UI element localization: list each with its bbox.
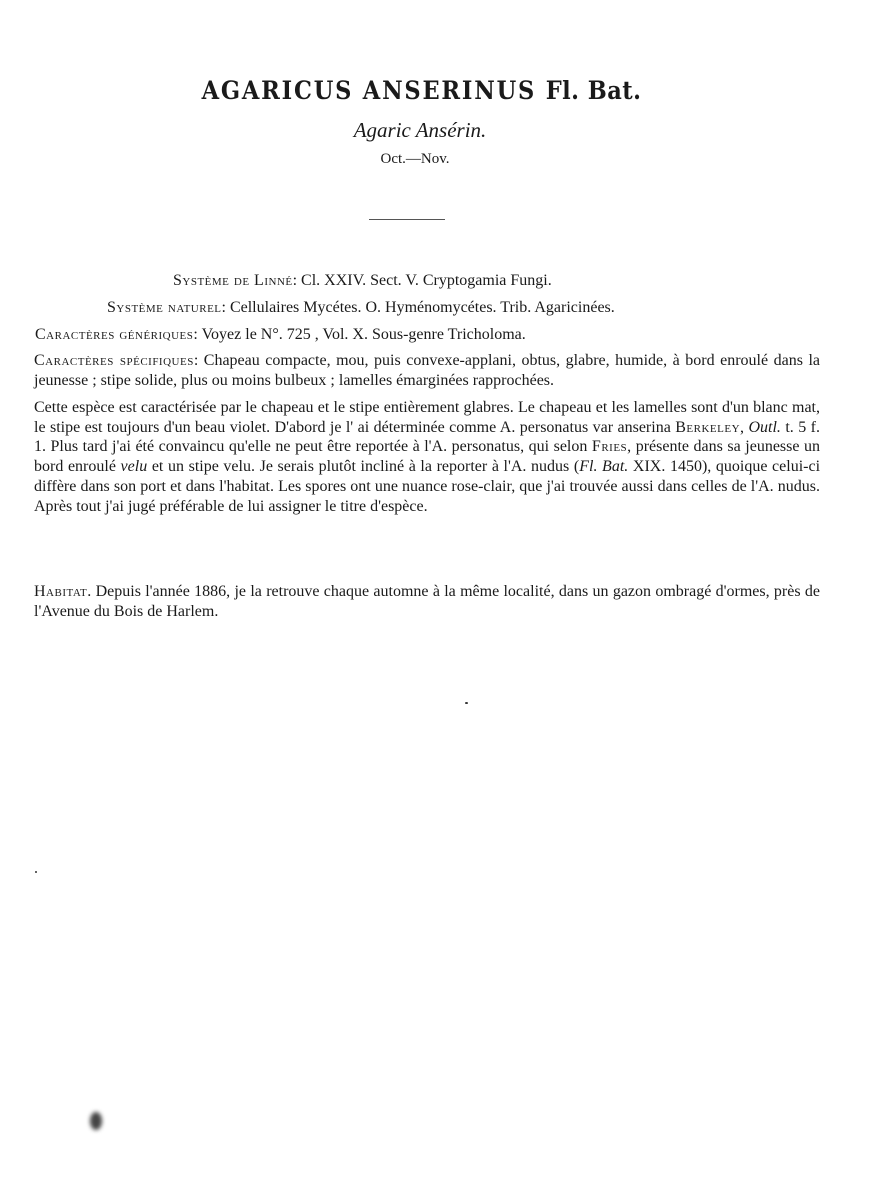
generiques-label: Caractères génériques [35,326,194,343]
description-text-4: , présente dans sa jeunesse un bord enroulé [34,438,821,476]
naturel-line [107,298,615,318]
description-text-6: XIX. 1450), quoique celui-ci diffère dans son port et dans l'habitat. Les spores ont une nuance rose-clair, que j'ai trouvée aussi dans celles de l'A. nudus. Après tout j'ai jugé préférable de lui assigner le titre d'espèce. [34,458,821,515]
author-berkeley: Berkeley [675,418,741,436]
description-paragraph [34,398,820,516]
naturel-label: Système naturel [107,299,222,316]
linne-label: Système de Linné [173,272,293,289]
divider-rule [369,219,445,220]
title-abbrev: Fl. Bat. [545,76,642,105]
paper-speck [35,871,37,873]
habitat-text: . Depuis l'année 1886, je la retrouve chaque automne à la même localité, dans un gazon ombragé d'ormes, près de l'Avenue du Bois de Harlem. [34,583,820,620]
naturel-value: : Cellulaires Mycétes. O. Hyménomycétes. Trib. Agaricinées. [221,299,615,316]
common-name: Agaric Ansérin. [353,118,487,142]
ref-outl: Outl. [748,418,781,436]
generiques-line [35,325,526,345]
paper-speck [465,702,468,704]
description-text-3: t. 5 f. 1. Plus tard j'ai été convaincu qu'elle ne peut être reportée à l'A. personatus, qui selon [34,418,820,456]
linne-value: : Cl. XXIV. Sect. V. Cryptogamia Fungi. [292,272,552,289]
title-species: AGARICUS ANSERINUS [201,76,537,105]
habitat-label: Habitat [34,583,88,600]
description-text-1: Cette espèce est caractérisée par le chapeau et le stipe entièrement glabres. Le chapeau et les lamelles sont d'un blanc mat, le stipe est toujours d'un beau violet. D'abord je l' ai déterminée comme A. personatus var anserina [34,399,820,436]
specifiques-text: : Chapeau compacte, mou, puis convexe-applani, obtus, glabre, humide, à bord enroulé dans la jeunesse ; stipe solide, plus ou moins bulbeux ; lamelles émarginées rapprochées. [34,352,821,389]
specifiques-paragraph [34,351,820,390]
author-fries: Fries [591,438,628,456]
generiques-value: : Voyez le N°. 725 , Vol. X. Sous-genre Tricholoma. [193,326,526,343]
linne-line [173,271,552,291]
habitat-paragraph [34,582,820,621]
page-title [42,76,801,105]
ref-flbat: Fl. Bat. [579,458,629,476]
word-velu: velu [120,458,148,476]
season: Oct.—Nov. [380,151,450,167]
description-text-5: et un stipe velu. Je serais plutôt incliné à la reporter à l'A. nudus ( [147,458,580,476]
paper-stain [90,1112,102,1130]
specifiques-label: Caractères spécifiques [34,352,194,369]
description-text-2: , [740,418,749,436]
